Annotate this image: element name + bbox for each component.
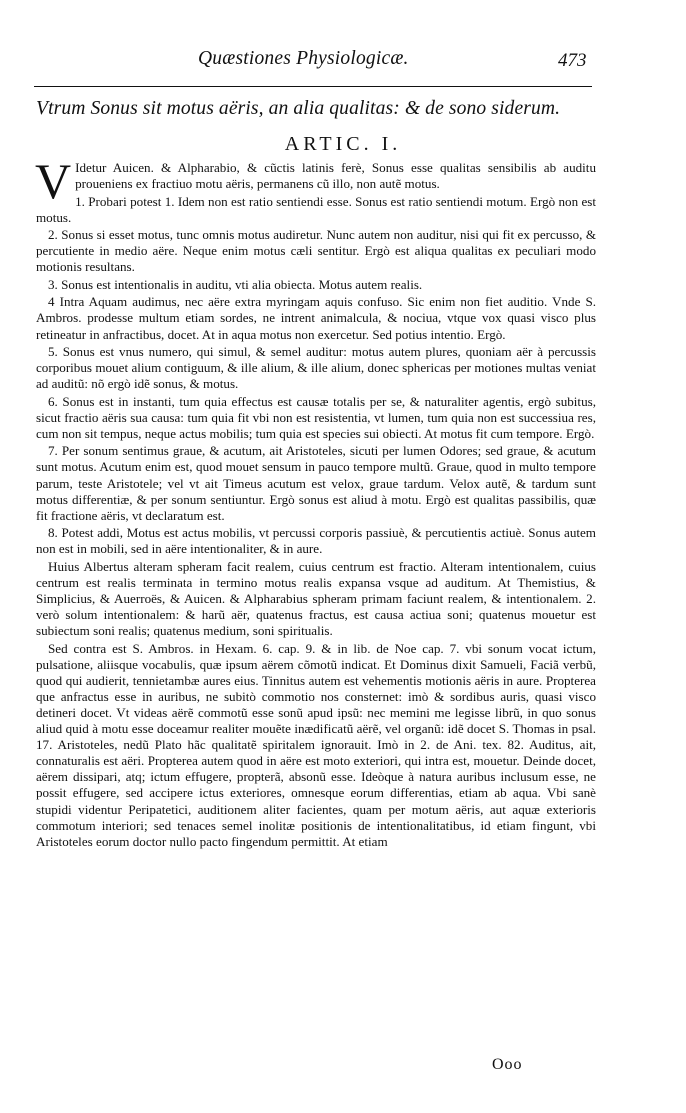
paragraph: 3. Sonus est intentionalis in auditu, vti alia obiecta. Motus autem realis. — [48, 276, 423, 292]
paragraph: 7. Per sonum sentimus graue, & acutum, ait Aristoteles, sicuti per lumen Odores; sed graue, & acutum sunt motus. Acutum enim est, quod mouet sensum in pauco tempore multũ. Graue, quod in multo tempore parum, teste Aristotele; vel vt ait Timeus acutum est velox, graue tardum. Velox autẽ, & tardum sunt motus differentiæ, & per sonum sentiuntur. Ergò sonus est aliud à motu. Ergò est qualitas passibilis, quæ fit fractione aëris, vt declaratum est. — [36, 443, 596, 523]
paragraph-opening: V Idetur Auicen. & Alpharabio, & cũctis latinis ferè, Sonus esse qualitas sensibilis ab auditu proueniens ex fractiuo motu aëris, permanens cũ illo, non autẽ motus. — [35, 153, 596, 209]
paragraph: 4 Intra Aquam audimus, nec aëre extra myringam aquis confuso. Sic enim non fiet auditio. Vnde S. Ambros. prodesse multum etiam sordes, ne intrent animalcula, & nociua, vtque vox quasi visco plus retineatur in anfractibus, docet. At in aqua motus non exercetur. Sed potius intentio. Ergò. — [36, 294, 596, 342]
drop-cap: V — [35, 153, 72, 209]
page-header — [0, 48, 686, 78]
page-number: 473 — [558, 50, 587, 71]
running-title: Quæstiones Physiologicæ. — [198, 48, 409, 69]
body-text — [35, 153, 596, 851]
paragraph: 6. Sonus est in instanti, tum quia effectus est causæ totalis per se, & naturaliter agentis, ergò subitus, sicut fractio aëris sua causa: tum quia fit vbi non est resistentia, vt lumen, tum quia non est successiua res, cum non sit tempus, neque actus mobilis; tum quia est species sui obiecti. At motus fit cum tempore. Ergò. — [36, 393, 596, 441]
paragraph: 1. Probari potest 1. Idem non est ratio sentiendi esse. Sonus est ratio sentiendi motum. Ergò non est motus. — [36, 193, 596, 225]
paragraph: 5. Sonus est vnus numero, qui simul, & semel auditur: motus autem plures, quoniam aër à percussis corporibus mouet alium contiguum, & ille alium, & ille alium, donec sphericas per motiones multas veniat ad auditũ: nõ ergò idẽ sonus, & motus. — [36, 343, 596, 392]
catchword: Ooo — [492, 1056, 523, 1073]
paragraph: 2. Sonus si esset motus, tunc omnis motus audiretur. Nunc autem non auditur, nisi qui fit ex percusso, & percutiente in medio aëre. Neque enim motus cæli sentitur. Ergò est aliqua qualitas ex peculiari modo motionis resultans. — [36, 227, 596, 275]
header-rule — [34, 86, 592, 87]
paragraph: Huius Albertus alteram spheram facit realem, cuius centrum est fractio. Alteram intentionalem, cuius centrum est realis terminata in termino motus realis expansa vsque ad auditum. At Themistius, & Simplicius, & Auerroës, & Auicen. & Alpharabius spheram primam faciunt realem, & intentionalem. 2. verò solum intentionalem: & harũ aër, quatenus fractus, est causa actiua soni; quatenus mouetur est subiectum soni realis; quatenus medium, soni spiritualis. — [36, 558, 596, 639]
article-heading: ARTIC. I. — [284, 133, 402, 155]
paragraph: Sed contra est S. Ambros. in Hexam. 6. cap. 9. & in lib. de Noe cap. 7. vbi sonum vocat ictum, pulsatione, aliisque vocabulis, quæ ipsum aërem cõmotũ indicat. Et Dominus dixit Samueli, Faciã verbũ, quod qui audierit, tennietambæ aures eius. Tinnitus autem est vehementis motionis aëris in aure. Propterea que anfractus esse in auribus, ne subitò commotio nos consternet: imò & sordibus auris, quasi visco detineri docet. Vt videas aërẽ commotũ esse sonũ apud ipsũ: nec memini me legisse librũ, in quo sonus aliud quid à motu esse doceamur realiter mouẽte inædificatũ aërẽ, vel organũ: idẽ docet S. Thomas in psal. 17. Aristoteles, nedũ Plato hãc qualitatẽ spiritalem ignorauit. Imò in 2. de Ani. tex. 82. Auditus, ait, connaturalis est aëri. Propterea autem quod in aëre est moto exteriori, qui intra est, mouetur. Deinde docet, aërem dissipari, atq; ictum effugere, propterã, absonũ esse. Ideòque à natura auribus inclusum esse, ne possit effugere, sed accipere ictus exteriores, omnesque eorum differentias, etiam ab aqua. Vbi sanè stupidi videntur Peripatetici, auditionem aliter facientes, quam per motum aëris, aut aquæ exterioris commotum interiori; sed tenaces semel inolitæ positionis de intentionalitatibus, id etiam fingunt, vbi Aristoteles eorum doctor nullo pacto fingendum permittit. At etiam — [36, 640, 596, 849]
paragraph: 8. Potest addi, Motus est actus mobilis, vt percussi corporis passiuè, & percutientis actiuè. Sonus autem non est in mobili, sed in aëre intentionaliter, & in aure. — [36, 525, 596, 557]
question-title: Vtrum Sonus sit motus aëris, an alia qualitas: & de sono siderum. — [36, 98, 561, 119]
